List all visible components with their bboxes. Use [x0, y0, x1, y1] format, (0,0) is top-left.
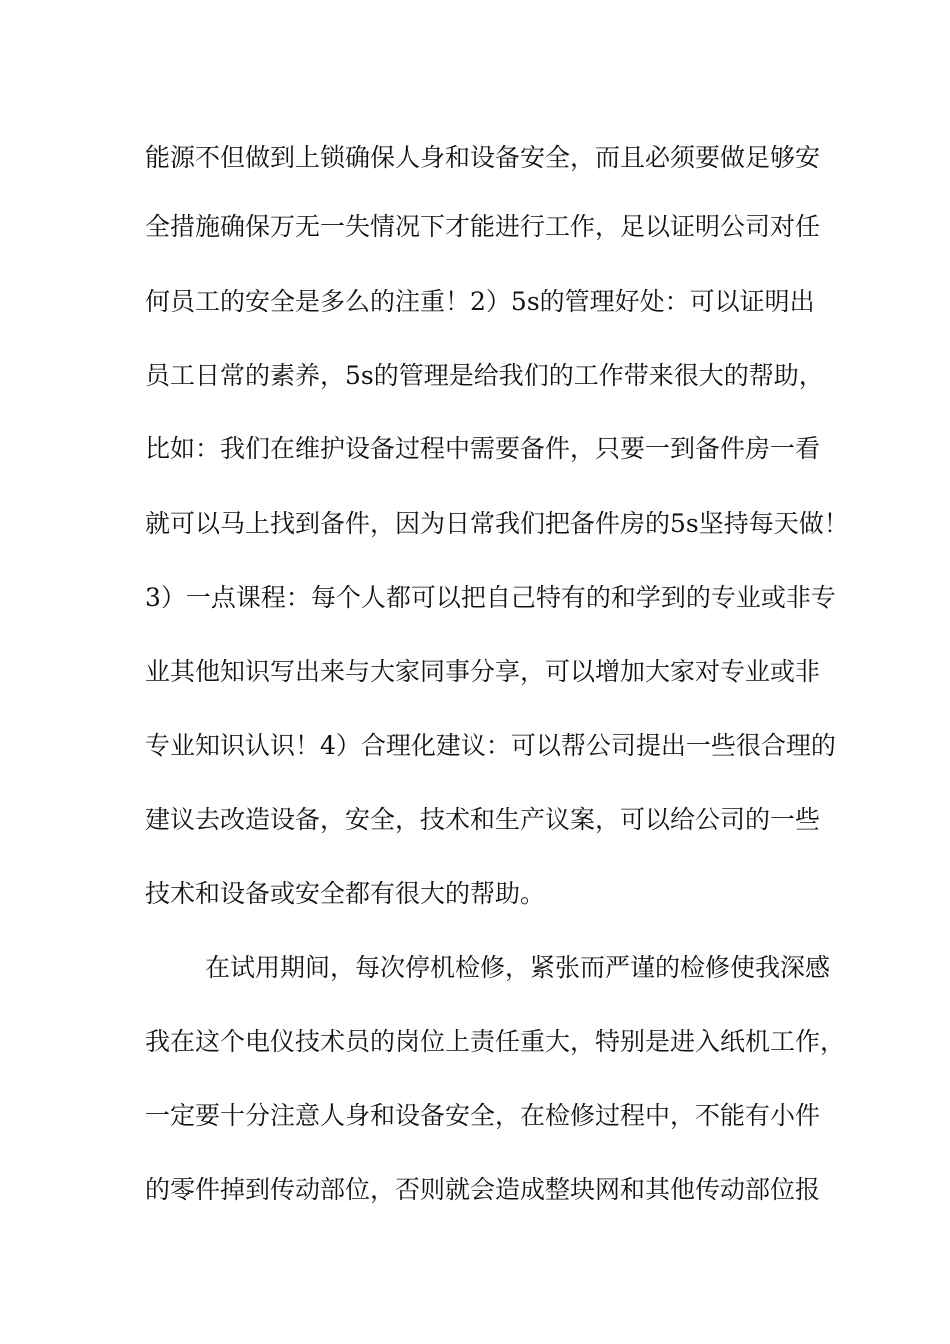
text-line-13: 我在这个电仪技术员的岗位上责任重大，特别是进入纸机工作，: [145, 1027, 846, 1056]
paragraph-start-line: 在试用期间，每次停机检修，紧张而严谨的检修使我深感: [205, 953, 831, 982]
text-line-8: 业其他知识写出来与大家同事分享，可以增加大家对专业或非: [145, 657, 821, 686]
text-line-6: 就可以马上找到备件，因为日常我们把备件房的5s坚持每天做！: [145, 509, 849, 538]
text-line-15: 的零件掉到传动部位，否则就会造成整块网和其他传动部位报: [145, 1175, 821, 1204]
text-line-9: 专业知识认识！4）合理化建议：可以帮公司提出一些很合理的: [145, 731, 836, 760]
text-line-11: 技术和设备或安全都有很大的帮助。: [145, 879, 546, 908]
text-line-7: 3）一点课程：每个人都可以把自己特有的和学到的专业或非专: [145, 583, 836, 612]
text-line-2: 全措施确保万无一失情况下才能进行工作，足以证明公司对任: [145, 212, 821, 241]
text-line-3: 何员工的安全是多么的注重！2）5s的管理好处：可以证明出: [145, 287, 815, 316]
text-line-10: 建议去改造设备，安全，技术和生产议案，可以给公司的一些: [145, 805, 821, 834]
text-line-5: 比如：我们在维护设备过程中需要备件，只要一到备件房一看: [145, 434, 821, 463]
text-line-1: 能源不但做到上锁确保人身和设备安全，而且必须要做足够安: [145, 143, 821, 172]
text-line-14: 一定要十分注意人身和设备安全，在检修过程中，不能有小件: [145, 1101, 821, 1130]
text-line-4: 员工日常的素养，5s的管理是给我们的工作带来很大的帮助，: [145, 361, 824, 390]
